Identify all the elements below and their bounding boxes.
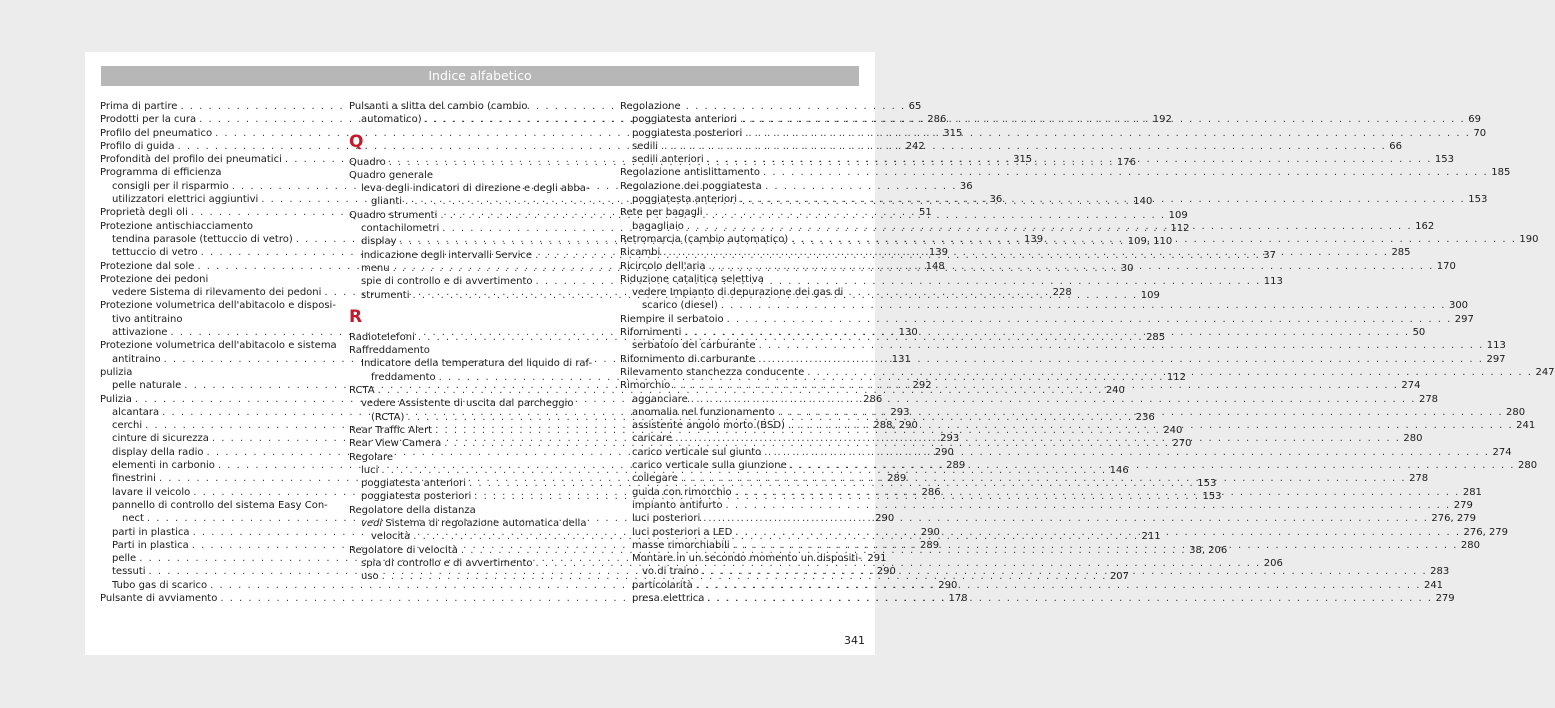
entry-page: 139 [1023,233,1044,245]
entry-term: Rear Traffic Alert [349,424,433,436]
entry-term: lavare il veicolo [112,486,191,498]
entry-page: 290 [920,526,940,538]
entry-term: menu [361,262,390,274]
entry-term: velocità [371,531,411,543]
entry-page: 279 [1435,592,1455,604]
entry-page: 153 [1468,194,1488,206]
entry-page: 109 [1140,289,1160,301]
dot-leader [788,419,1513,432]
dot-leader [661,140,1386,153]
entry-term: Rimorchio [620,380,671,392]
entry-term: Protezione antischiacciamento [100,220,254,232]
index-page [85,52,1555,655]
entry-term: nect [122,513,144,525]
entry-page: 109, 110 [1127,236,1173,248]
entry-term: Quadro generale [349,169,434,181]
entry-page: 242 [905,140,925,152]
entry-page: 293 [890,406,910,418]
page-number: 341 [844,634,865,647]
entry-term: Protezione volumetrica dell'abitacolo e disposi- [100,300,336,312]
dot-leader [758,353,1483,366]
entry-term: pannello di controllo del sistema Easy Con- [112,499,328,511]
entry-term: Montare in un secondo momento un dispositi- [632,553,862,565]
entry-page: 290 [875,513,895,525]
entry-page: 36 [959,180,973,192]
index-heading [349,504,593,517]
entry-term: pelle naturale [112,380,182,392]
entry-term: poggiatesta anteriori [632,114,738,126]
dot-leader [687,220,1412,233]
entry-term: pelle [112,553,137,565]
index-heading [100,499,344,512]
entry-term: antitraino [112,353,161,365]
entry-term: luci [361,464,379,476]
entry-term: Ricambi [620,247,661,259]
entry-page: 146 [1109,464,1129,476]
entry-term: vedere Assistente di uscita dal parcheggio [361,398,574,410]
entry-page: 286 [921,486,941,498]
entry-page: 36 [989,194,1003,206]
entry-term: tessuti [112,566,146,578]
entry-page: 131 [891,353,911,365]
dot-leader [703,512,1428,525]
entry-page: 315 [1013,154,1033,166]
entry-term: tettuccio di vetro [112,247,198,259]
entry-term: alcantara [112,406,160,418]
entry-term: RCTA [349,385,375,397]
entry-page: 240 [1105,385,1125,397]
index-heading [100,366,344,379]
entry-term: Tubo gas di scarico [112,579,208,591]
entry-page: 170 [1436,260,1456,272]
entry-term: glianti [371,196,403,208]
entry-page: 207 [1109,571,1129,583]
index-heading [349,451,593,464]
dot-leader [702,565,1427,578]
dot-leader [807,366,1532,379]
entry-term: Regolazione dei poggiatesta [620,180,762,192]
entry-term: Riempire il serbatoio [620,313,724,325]
entry-page: 153 [1202,491,1222,503]
entry-page: 290 [938,579,958,591]
entry-term: poggiatesta anteriori [632,194,738,206]
entry-page: 30 [1120,262,1134,274]
entry-page: 289 [887,473,907,485]
entry-term: (RCTA) [371,411,405,423]
dot-leader [726,499,1451,512]
entry-term: bagagliaio [632,220,684,232]
entry-term: attivazione [112,327,168,339]
page-header [101,66,859,86]
entry-page: 279 [1453,499,1473,511]
dot-leader [791,233,1516,246]
entry-page: 247 [1535,366,1555,378]
entry-page: 280 [1506,406,1526,418]
entry-page: 65 [908,101,922,112]
entry-term: impianto antifurto [632,499,723,511]
page-title: Indice alfabetico [428,68,532,83]
dot-leader [707,592,1432,605]
entry-term: pulizia [100,366,133,378]
entry-page: 241 [1516,420,1536,432]
entry-term: parti in plastica [112,526,190,538]
index-heading [100,273,344,286]
dot-leader [691,393,1416,406]
entry-term: poggiatesta posteriori [361,491,472,503]
entry-term: Indicatore della temperatura del liquido di raf- [361,358,593,370]
entry-page: 270 [1172,438,1192,450]
dot-leader [764,446,1489,459]
entry-page: 286 [927,114,947,126]
dot-leader [727,313,1452,326]
entry-term: Radiotelefoni [349,331,415,343]
entry-term: utilizzatori elettrici aggiuntivi [112,194,259,206]
entry-term: Protezione volumetrica dell'abitacolo e sistema [100,340,337,352]
entry-term: Profilo di guida [100,140,175,152]
entry-term: Riduzione catalitica selettiva [620,273,764,285]
entry-term: Rifornimento di carburante [620,353,756,365]
entry-page: 176 [1116,156,1136,168]
entry-term: Rilevamento stanchezza conducente [620,366,805,378]
entry-term: Regolatore di velocità [349,544,458,556]
entry-term: collegare [632,473,678,485]
entry-page: 37 [1263,249,1277,261]
dot-leader [663,246,1388,259]
entry-page: 241 [1423,579,1444,591]
entry-page: 291 [867,553,887,565]
entry-page: 206 [1263,557,1283,569]
dot-leader [735,526,1460,539]
entry-page: 178 [948,592,968,604]
index-heading [100,299,344,312]
entry-page: 139 [928,247,948,259]
entry-page: 315 [943,127,963,139]
entry-page: 240 [1163,424,1183,436]
entry-page: 288, 290 [873,420,918,432]
entry-page: 289 [946,460,966,472]
entry-page: 276, 279 [1463,526,1509,538]
section-letter: R [349,306,363,327]
dot-leader [778,406,1503,419]
entry-term: cerchi [112,420,143,432]
dot-leader [675,432,1400,445]
entry-page: 236 [1135,411,1155,423]
entry-term: freddamento [371,371,436,383]
index-heading [349,517,593,530]
entry-page: 185 [1491,167,1511,179]
entry-term: anomalia nel funzionamento [632,406,775,418]
entry-term: Regolatore della distanza [349,504,476,516]
dot-leader [740,113,1465,126]
dot-leader [707,153,1432,166]
section-letter: Q [349,131,364,152]
entry-term: strumenti [361,289,410,301]
entry-term: Rifornimenti [620,327,682,339]
entry-page: 280 [1403,433,1423,445]
entry-term: guida con rimorchio [632,486,732,498]
entry-term: Pulsanti a slitta del cambio (cambio [349,101,528,112]
entry-term: vedere Impianto di depurazione dei gas di [632,287,844,299]
entry-term: Pulsante di avviamento [100,592,218,604]
entry-prefix: vedi [361,518,383,530]
entry-page: 274 [1492,446,1512,458]
entry-page: 292 [912,380,932,392]
dot-leader [709,260,1434,273]
index-heading [349,100,593,113]
index-heading [100,313,344,326]
entry-term: Protezione dal sole [100,260,195,272]
entry-term: particolarità [632,579,693,591]
dot-leader [763,166,1488,179]
entry-term: Programma di efficienza [100,167,222,179]
entry-page: 278 [1418,393,1439,405]
entry-page: 112 [1170,223,1190,235]
entry-term: Retromarcia (cambio automatico) [620,233,789,245]
entry-term: leva degli indicatori di direzione e degli abba- [361,183,590,195]
entry-page: 109 [1168,209,1188,221]
entry-term: Parti in plastica [112,539,189,551]
entry-page: 38, 206 [1189,544,1228,556]
entry-page: 70 [1473,127,1487,139]
entry-page: 50 [1412,327,1426,339]
index-heading [620,273,864,286]
entry-term: Rear View Camera [349,438,442,450]
entry-term: Raffreddamento [349,345,430,357]
entry-term: tivo antitraino [112,313,183,325]
entry-page: 66 [1389,140,1402,152]
index-heading [349,344,593,357]
entry-term: vedere Sistema di rilevamento dei pedoni [112,287,322,299]
entry-term: Profilo del pneumatico [100,127,213,139]
entry-term: Prodotti per la cura [100,114,197,126]
entry-page: 192 [1152,114,1172,126]
dot-leader [790,459,1515,472]
entry-page: 140 [1133,196,1153,208]
entry-term: Protezione dei pedoni [100,273,209,285]
entry-page: 69 [1468,114,1481,126]
dot-leader [696,579,1421,592]
entry-term: presa elettrica [632,592,705,604]
entry-term: agganciare [632,393,688,405]
entry-term: finestrini [112,473,156,485]
entry-page: 276, 279 [1431,513,1476,525]
entry-page: 280 [1460,539,1480,551]
index-entry [620,299,1469,312]
entry-page: 283 [1430,566,1450,578]
entry-term: spie di controllo e di avvertimento [361,276,533,288]
entry-page: 286 [863,393,883,405]
entry-term: Sistema di regolazione automatica della [385,518,587,530]
entry-page: 281 [1462,486,1482,498]
entry-term: indicazione degli intervalli Service [361,249,533,261]
entry-page: 153 [1434,154,1454,166]
entry-page: 113 [1263,276,1283,288]
entry-page: 278 [1409,473,1429,485]
dot-leader [673,379,1398,392]
entry-term: Proprietà degli oli [100,207,188,219]
entry-term: Regolare [349,451,394,463]
entry-term: scarico (diesel) [642,300,718,312]
entry-page: 280 [1517,460,1538,472]
entry-page: 285 [1146,331,1166,343]
entry-page: 290 [876,566,896,578]
index-heading [349,397,593,410]
entry-page: 190 [1519,233,1539,245]
entry-page: 153 [1197,478,1217,490]
index-heading [620,100,864,113]
entry-page: 113 [1486,340,1506,352]
dot-leader [759,339,1484,352]
entry-term: display della radio [112,446,204,458]
entry-term: Quadro [349,156,386,168]
entry-term: display [361,236,397,248]
index-entry [620,313,1474,326]
entry-term: Pulizia [100,393,132,405]
entry-page: 148 [925,260,945,272]
entry-term: luci posteriori [632,513,701,525]
index-heading [349,357,593,370]
entry-page: 51 [918,207,932,219]
index-heading [620,180,864,193]
entry-term: Regolazione [620,101,681,112]
index-entry [620,499,1473,512]
entry-term: Ricircolo dell'aria [620,260,706,272]
entry-page: 293 [940,433,960,445]
entry-term: spia di controllo e di avvertimento [361,557,533,569]
index-entry [620,339,1506,352]
entry-term: assistente angolo morto (BSD) [632,420,785,432]
index-heading [349,182,593,195]
entry-page: 297 [1454,313,1474,325]
entry-term: elementi in carbonio [112,460,215,472]
index-heading [620,206,864,219]
dot-leader [684,326,1409,339]
entry-page: 130 [898,327,918,339]
entry-term: serbatoio del carburante [632,340,756,352]
entry-page: 211 [1141,531,1161,543]
dot-leader [740,193,1465,206]
dot-leader [733,539,1458,552]
entry-term: Prima di partire [100,101,178,112]
entry-term: masse rimorchiabili [632,539,730,551]
entry-term: uso [361,571,379,583]
entry-page: 112 [1166,371,1186,383]
entry-term: sedili [632,140,659,152]
entry-page: 285 [1391,247,1411,259]
entry-term: luci posteriori a LED [632,526,733,538]
index-heading [100,166,344,179]
entry-page: 300 [1448,300,1469,312]
entry-page: 290 [934,446,954,458]
dot-leader [681,472,1406,485]
entry-page: 162 [1415,220,1435,232]
entry-term: carico verticale sul giunto [632,446,762,458]
dot-leader [745,127,1470,140]
entry-term: poggiatesta anteriori [361,478,467,490]
entry-term: sedili anteriori [632,154,704,166]
entry-term: tendina parasole (tettuccio di vetro) [112,233,293,245]
index-heading [620,552,864,565]
entry-page: 289 [920,539,940,551]
entry-term: Regolazione antislittamento [620,167,761,179]
entry-term: vo di traino [642,566,699,578]
index-heading [100,339,344,352]
entry-term: contachilometri [361,223,440,235]
entry-page: 274 [1401,380,1421,392]
dot-leader [721,299,1446,312]
entry-term: Rete per bagagli [620,207,703,219]
entry-term: carico verticale sulla giunzione [632,460,787,472]
index-entry [620,166,1511,179]
entry-term: consigli per il risparmio [112,180,229,192]
dot-leader [735,486,1460,499]
entry-term: Profondità del profilo dei pneumatici [100,154,282,166]
entry-term: poggiatesta posteriori [632,127,743,139]
entry-page: 228 [1052,287,1072,299]
entry-term: caricare [632,433,673,445]
entry-term: automatico) [361,114,422,126]
index-heading [349,169,593,182]
entry-term: cinture di sicurezza [112,433,209,445]
index-heading [100,220,344,233]
entry-term: Quadro strumenti [349,209,438,221]
index-heading [620,286,864,299]
entry-page: 297 [1486,353,1506,365]
